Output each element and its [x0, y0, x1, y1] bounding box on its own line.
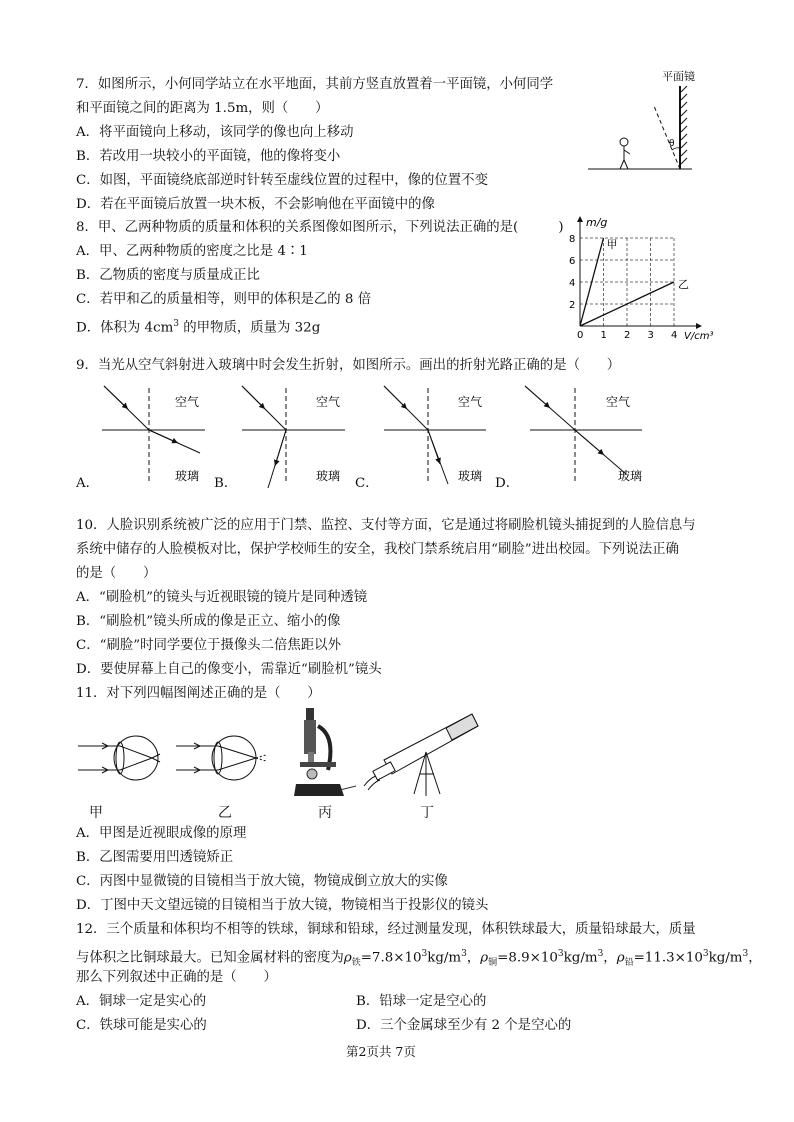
q11-option-d: D．丁图中天文望远镜的目镜相当于放大镜，物镜相当于投影仪的镜头 — [76, 898, 489, 913]
rho-fe-value: =7.8×10 — [360, 950, 422, 966]
sep-3: ， — [748, 950, 762, 966]
q11-microscope-figure — [294, 708, 356, 796]
series-label-yi: 乙 — [678, 278, 689, 291]
q11-figures — [74, 706, 514, 816]
q11-option-a: A．甲图是近视眼成像的原理 — [76, 826, 247, 841]
rho-pb-unit: kg/m — [708, 950, 743, 966]
q7-line2: 和平面镜之间的距离为 1.5m，则（ ） — [76, 101, 329, 116]
q11-option-b: B．乙图需要用凹透镜矫正 — [76, 850, 234, 865]
rho-cu-value: =8.9×10 — [497, 950, 558, 966]
chart-xlabel: V/cm³ — [684, 331, 714, 342]
rho-fe-exp: 3 — [421, 949, 428, 959]
q10-option-d: D．要使屏幕上自己的像变小，需靠近“刷脸机”镜头 — [76, 662, 382, 677]
q12-option-c: C．铁球可能是实心的 — [76, 1018, 207, 1033]
q9-label-c: C． — [355, 476, 379, 491]
chart-grid — [580, 238, 674, 326]
y-tick-label: 4 — [569, 278, 576, 289]
rho-pb-value: =11.3×10 — [633, 950, 703, 966]
q11-option-c: C．丙图中显微镜的目镜相当于放大镜，物镜成倒立放大的实像 — [76, 874, 448, 889]
q9-figure-c — [384, 386, 486, 484]
series-label-jia: 甲 — [606, 238, 618, 251]
q8-option-b: B．乙物质的密度与质量成正比 — [76, 268, 260, 283]
q10-line2: 系统中储存的人脸模板对比，保护学校师生的安全，我校门禁系统启用“刷脸”进出校园。下列说法正确 — [76, 542, 679, 557]
q9-a-air: 空气 — [175, 395, 200, 409]
q11-eye-figure-yi — [176, 736, 266, 780]
sep-2: ， — [603, 950, 617, 966]
q9-label-d: D． — [495, 476, 520, 491]
q11-telescope-figure — [364, 714, 478, 796]
q9-a-glass: 玻璃 — [175, 469, 200, 483]
q9-figure-d — [525, 386, 642, 484]
rho-fe-unit: kg/m — [427, 950, 462, 966]
rho-pb-unit-exp: 3 — [742, 949, 749, 959]
q10-line1: 10．人脸识别系统被广泛的应用于门禁、监控、支付等方面，它是通过将刷脸机镜头捕捉到的人脸信息与 — [76, 518, 696, 533]
series-line-jia — [580, 238, 604, 326]
rho-cu-exp: 3 — [557, 949, 564, 959]
q9-label-a: A． — [76, 476, 100, 491]
q9-c-air: 空气 — [458, 395, 483, 409]
q8-stem: 8．甲、乙两种物质的质量和体积的关系图像如图所示，下列说法正确的是( ) — [76, 220, 564, 235]
rho-fe-unit-exp: 3 — [461, 949, 467, 959]
q11-caption-ding: 丁 — [420, 805, 434, 821]
q11-stem: 11．对下列四幅图阐述正确的是（ ） — [76, 686, 321, 701]
q12-option-a: A．铜球一定是实心的 — [76, 994, 207, 1009]
y-tick-label: 6 — [569, 256, 576, 267]
q8-option-c: C．若甲和乙的质量相等，则甲的体积是乙的 8 倍 — [76, 292, 372, 307]
q8-d-post: 的甲物质，质量为 32g — [179, 320, 321, 336]
q9-figure-b — [242, 386, 345, 488]
q9-b-glass: 玻璃 — [316, 469, 341, 483]
q9-refraction-figures — [70, 380, 690, 492]
q9-b-air: 空气 — [316, 395, 341, 409]
rho-cu-unit-exp: 3 — [597, 949, 604, 959]
y-axis-arrow — [577, 216, 583, 222]
q7-option-d: D．若在平面镜后放置一块木板，不会影响他在平面镜中的像 — [76, 197, 435, 212]
rho-cu-sub: 铜 — [488, 958, 498, 969]
q10-option-a: A．“刷脸机”的镜头与近视眼镜的镜片是同种透镜 — [76, 590, 368, 605]
q9-c-glass: 玻璃 — [458, 469, 483, 483]
q12-line3: 那么下列叙述中正确的是（ ） — [76, 970, 277, 985]
q7-option-c: C．如图，平面镜绕底部逆时针转至虚线位置的过程中，像的位置不变 — [76, 173, 488, 188]
q10-option-b: B．“刷脸机”镜头所成的像是正立、缩小的像 — [76, 614, 341, 629]
rho-fe-sub: 铁 — [351, 958, 361, 969]
y-tick-label: 2 — [569, 300, 576, 311]
q7-mirror-figure — [580, 66, 710, 176]
q7-option-a: A．将平面镜向上移动，该同学的像也向上移动 — [76, 125, 354, 140]
rho-pb: ρ — [616, 950, 625, 966]
q9-stem: 9．当光从空气斜射进入玻璃中时会发生折射，如图所示。画出的折射光路正确的是（ ） — [76, 358, 621, 373]
q12-option-b: B．铅球一定是空心的 — [356, 994, 487, 1009]
q9-d-air: 空气 — [606, 395, 631, 409]
rho-cu: ρ — [480, 950, 489, 966]
q11-eye-figure-jia — [78, 736, 160, 780]
q7-option-b: B．若改用一块较小的平面镜，他的像将变小 — [76, 149, 341, 164]
q7-line1: 7．如图所示，小何同学站立在水平地面，其前方竖直放置着一平面镜，小何同学 — [76, 77, 554, 92]
q8-option-d — [76, 314, 320, 338]
chart-axes — [577, 216, 702, 329]
q10-line3: 的是（ ） — [76, 566, 157, 581]
q11-caption-jia: 甲 — [89, 805, 103, 821]
x-tick-label: 3 — [647, 330, 654, 341]
page-footer: 第2页共 7页 — [346, 1044, 416, 1059]
q9-figure-a — [102, 386, 205, 484]
x-tick-label: 4 — [671, 330, 678, 341]
q9-label-b: B． — [214, 476, 238, 491]
mirror-label: 平面镜 — [662, 70, 695, 83]
rho-fe: ρ — [343, 950, 352, 966]
sep-1: ， — [466, 950, 481, 966]
x-tick-label: 2 — [624, 330, 631, 341]
q11-caption-bing: 丙 — [318, 805, 332, 821]
q8-d-sup: 3 — [173, 319, 180, 329]
q8-option-a: A．甲、乙两种物质的密度之比是 4∶1 — [76, 244, 308, 259]
q11-caption-yi: 乙 — [218, 805, 232, 821]
q12-line1: 12．三个质量和体积均不相等的铁球，铜球和铅球，经过测量发现，体积铁球最大，质量铅球最大，质量 — [76, 922, 696, 937]
q9-d-glass: 玻璃 — [618, 469, 643, 483]
q8-d-pre: D．体积为 4cm — [76, 320, 174, 336]
chart-ylabel: m/g — [586, 216, 608, 229]
rho-pb-sub: 铅 — [624, 958, 634, 969]
q10-option-c: C．“刷脸”时同学要位于摄像头二倍焦距以外 — [76, 638, 341, 653]
y-tick-label: 8 — [569, 234, 576, 245]
q12-option-d: D．三个金属球至少有 2 个是空心的 — [356, 1018, 572, 1033]
x-tick-label: 1 — [600, 330, 607, 341]
rho-pb-exp: 3 — [702, 949, 709, 959]
q12-line2-pre: 与体积之比铜球最大。已知金属材料的密度为 — [76, 950, 344, 966]
rho-cu-unit: kg/m — [563, 950, 598, 966]
angle-theta: θ — [669, 139, 675, 149]
x-tick-label: 0 — [577, 330, 584, 341]
q8-mass-volume-chart — [560, 196, 730, 342]
x-axis-arrow — [696, 323, 702, 329]
